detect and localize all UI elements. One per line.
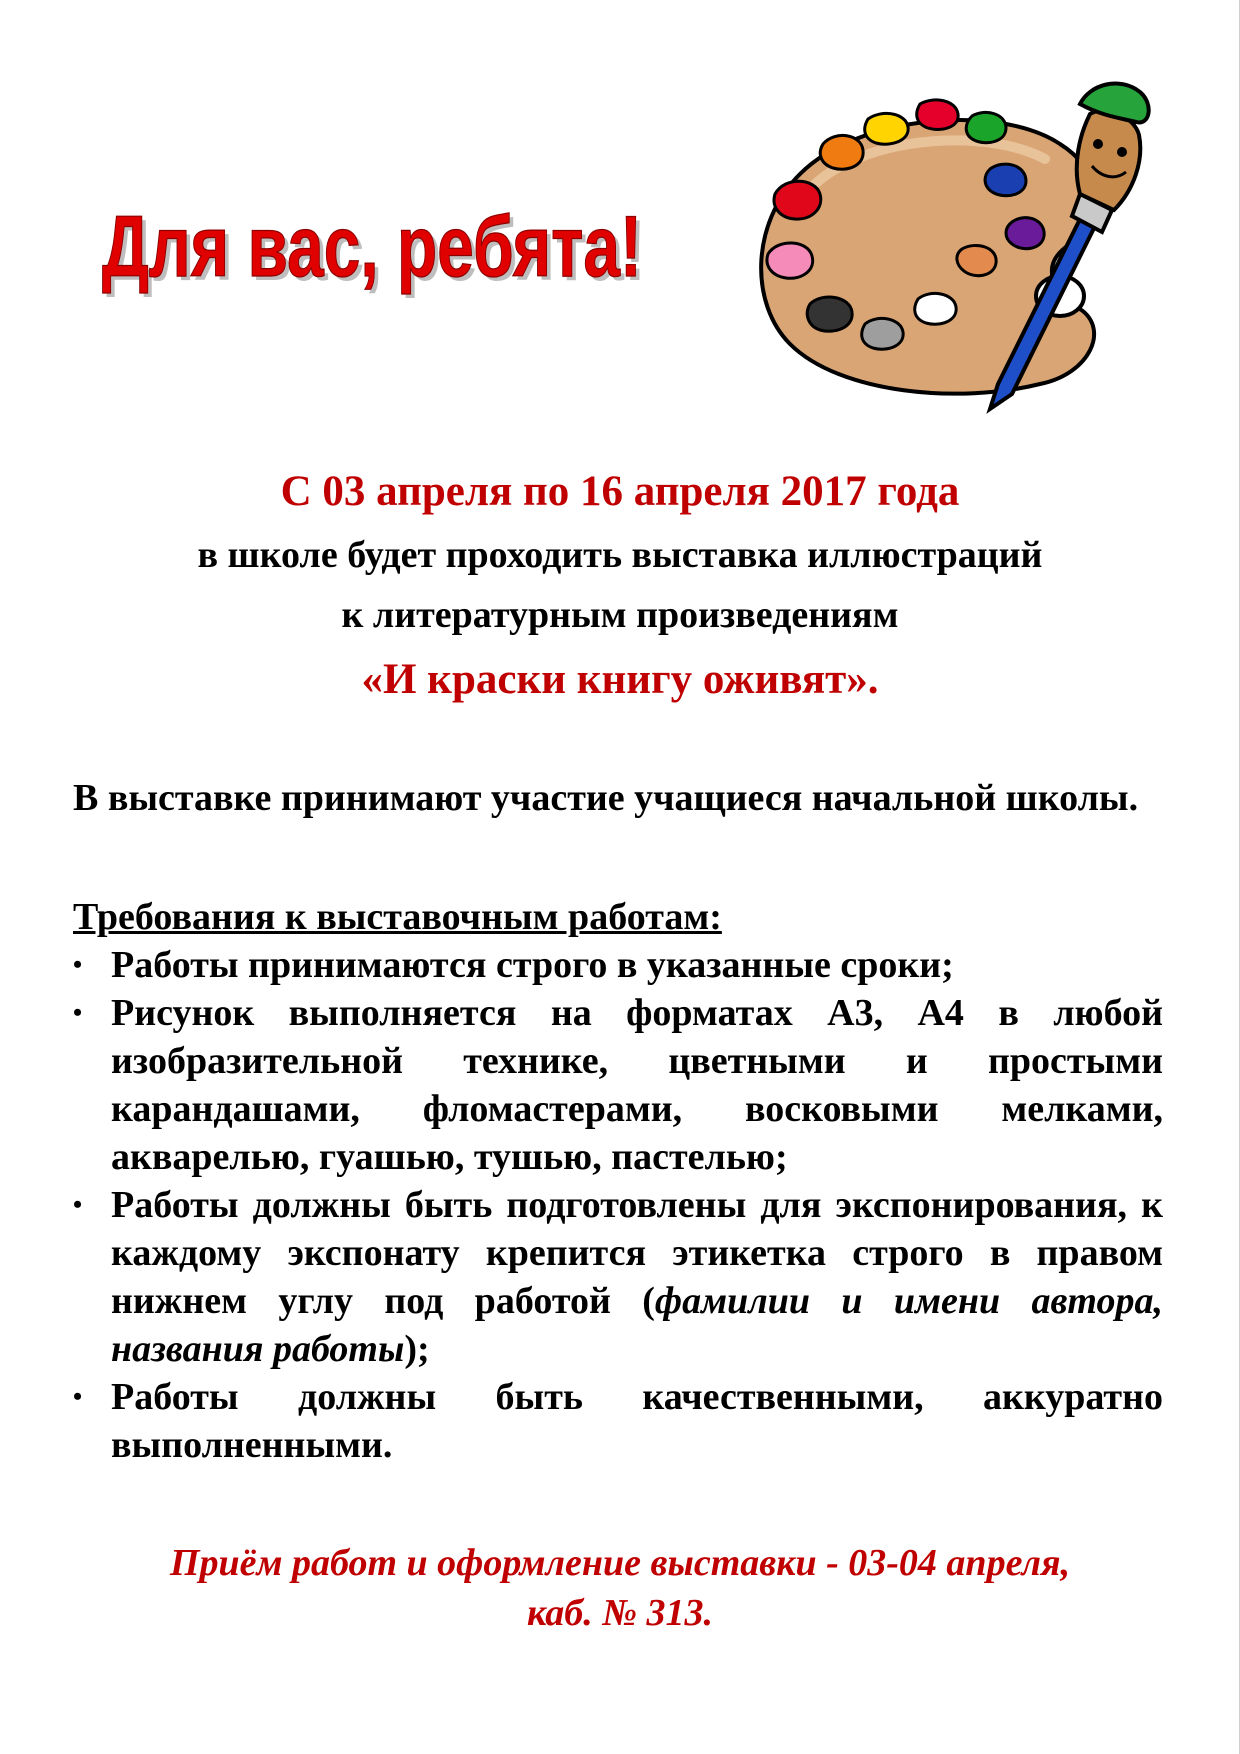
requirement-text-end: ); — [404, 1328, 430, 1370]
list-item — [73, 989, 1163, 1181]
paint-palette-icon — [740, 74, 1180, 414]
bullet-icon: • — [73, 1382, 83, 1411]
list-item — [73, 1373, 1163, 1469]
requirements-title: Требования к выставочным работам: — [73, 896, 722, 938]
announcement-line-3: к литературным произведениям — [341, 594, 899, 636]
exhibition-dates: С 03 апреля по 16 апреля 2017 года — [280, 468, 960, 515]
requirement-text: Работы должны быть подготовлены для экспонирования, к каждому экспонату крепится этикетка строго в правом нижнем углу под работой ( — [111, 1184, 1163, 1322]
headline — [96, 168, 656, 328]
requirement-text: Рисунок выполняется на форматах А3, А4 в любой изобразительной технике, цветными и простыми карандашами, фломастерами, восковыми мелками, акварелью, гуашью, тушью, пастелью; — [111, 992, 1163, 1178]
exhibition-title: «И краски книгу оживят». — [361, 656, 879, 703]
announcement-line-2: в школе будет проходить выставка иллюстраций — [197, 534, 1043, 576]
intro-paragraph: В выставке принимают участие учащиеся начальной школы. — [73, 777, 1139, 819]
requirement-italic-note: фамилии и имени автора, названия работы — [111, 1280, 1163, 1370]
bullet-icon: • — [73, 950, 83, 979]
footer-line-2: каб. № 313. — [526, 1592, 714, 1634]
bullet-icon: • — [73, 998, 83, 1027]
bullet-icon: • — [73, 1190, 83, 1219]
footer-line-1: Приём работ и оформление выставки - 03-04 апреля, — [169, 1542, 1071, 1584]
headline-text: Для вас, ребята! — [102, 199, 642, 295]
requirements-list — [73, 941, 1163, 1469]
requirement-text: Работы принимаются строго в указанные сроки; — [111, 944, 954, 986]
list-item — [73, 941, 1163, 989]
headline-shadow: Для вас, ребята! — [106, 203, 646, 299]
requirement-text: Работы должны быть качественными, аккуратно выполненными. — [111, 1376, 1163, 1466]
list-item — [73, 1181, 1163, 1373]
